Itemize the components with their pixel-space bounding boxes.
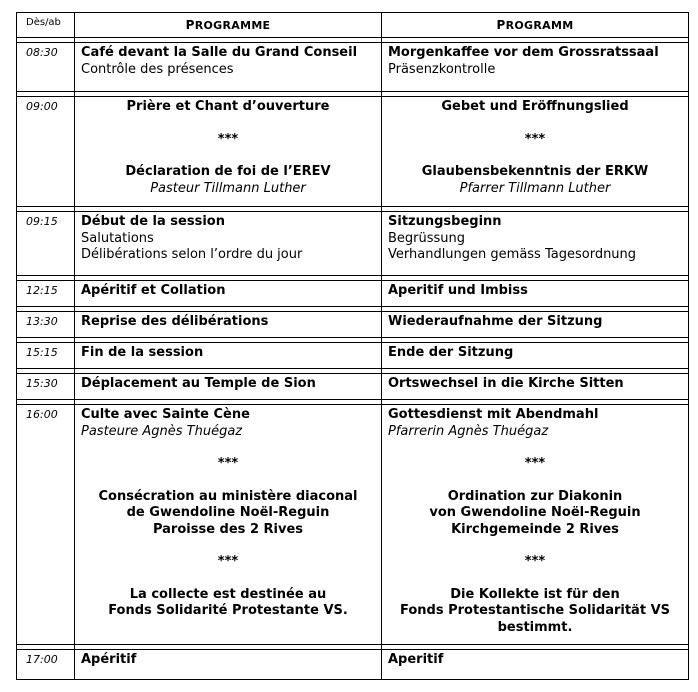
row-time: 12:15 [17,281,75,307]
row-time: 13:30 [17,312,75,338]
row-line: Salutations [81,230,154,246]
row-title: Fin de la session [81,345,204,360]
block-line: von Gwendoline Noël-Reguin [429,505,641,520]
row-title: Morgenkaffee vor dem Grossratssaal [388,45,659,60]
row-title: Gottesdienst mit Abendmahl [388,407,599,422]
row-person: Pfarrerin Agnès Thuégaz [388,423,549,439]
row-fr [75,343,382,369]
programme-table [16,12,689,680]
block-line: Fonds Solidarité Protestante VS. [108,603,348,618]
row-time: 15:15 [17,343,75,369]
row-line: Contrôle des présences [81,61,234,77]
row-line: Begrüssung [388,230,466,246]
table-row [17,281,689,307]
row-fr [75,97,382,207]
row-de [382,97,689,207]
row-time: 09:15 [17,212,75,276]
row-title: Sitzungsbeginn [388,214,502,229]
row-time: 08:30 [17,43,75,92]
block-line: Consécration au ministère diaconal [98,488,358,504]
header-fr-rest: ROGRAMME [194,19,271,32]
row-title: Apéritif et Collation [81,283,226,298]
table-row [17,374,689,400]
table-row [17,212,689,276]
row-center-block [81,456,375,620]
block-line: Fonds Protestantische Solidarität VS [399,603,670,618]
row-title: Wiederaufnahme der Sitzung [388,314,603,329]
row-de [382,43,689,92]
separator: *** [217,456,239,471]
block-line: Paroisse des 2 Rives [152,521,304,537]
row-person: Pfarrer Tillmann Luther [459,180,611,196]
row-de [382,343,689,369]
row-title: Déplacement au Temple de Sion [81,376,316,391]
row-time: 17:00 [17,650,75,680]
row-time: 15:30 [17,374,75,400]
row-title: Reprise des délibérations [81,314,269,329]
row-de [382,374,689,400]
row-de [382,281,689,307]
row-fr [75,312,382,338]
row-center-block [388,456,682,636]
separator: *** [524,131,546,147]
block-line: Ordination zur Diakonin [447,488,623,504]
header-de-rest: ROGRAMM [505,19,574,32]
table-row [17,43,689,92]
row-title: Café devant la Salle du Grand Conseil [81,45,358,60]
header-row [17,13,689,38]
row-title-2: Déclaration de foi de l’EREV [125,164,331,179]
row-line: Präsenzkontrolle [388,61,496,77]
row-title: Aperitif und Imbiss [388,283,528,298]
row-de [382,405,689,645]
row-title: Apéritif [81,652,137,667]
row-title: Gebet und Eröffnungslied [441,99,629,114]
row-title: Aperitif [388,652,444,667]
row-de [382,312,689,338]
block-line: Kirchgemeinde 2 Rives [451,521,619,537]
separator: *** [524,456,546,471]
row-de [382,650,689,680]
block-line: de Gwendoline Noël-Reguin [126,505,330,520]
row-fr [75,650,382,680]
row-person: Pasteur Tillmann Luther [150,180,306,196]
block-line: Die Kollekte ist für den [450,586,620,602]
row-fr [75,405,382,645]
row-title: Culte avec Sainte Cène [81,407,250,422]
header-de: PROGRAMM [382,13,689,38]
row-de [382,212,689,276]
separator: *** [524,554,546,569]
row-title: Ortswechsel in die Kirche Sitten [388,376,624,391]
row-time: 09:00 [17,97,75,207]
table-row [17,650,689,680]
table-row [17,343,689,369]
table-row [17,97,689,207]
row-title: Prière et Chant d’ouverture [126,99,330,114]
header-fr: PROGRAMME [75,13,382,38]
row-fr [75,43,382,92]
row-person: Pasteure Agnès Thuégaz [81,423,243,439]
row-title: Début de la session [81,214,225,229]
separator: *** [217,554,239,569]
row-title: Ende der Sitzung [388,345,514,360]
row-fr [75,212,382,276]
block-line: bestimmt. [497,619,573,635]
row-line: Délibérations selon l’ordre du jour [81,247,303,262]
row-line: Verhandlungen gemäss Tagesordnung [388,247,637,262]
row-time: 16:00 [17,405,75,645]
block-line: La collecte est destinée au [129,586,327,602]
table-row [17,405,689,645]
header-time: Dès/ab [17,13,75,38]
row-fr [75,374,382,400]
row-fr [75,281,382,307]
separator: *** [217,131,239,147]
row-title-2: Glaubensbekenntnis der ERKW [421,164,649,179]
table-row [17,312,689,338]
